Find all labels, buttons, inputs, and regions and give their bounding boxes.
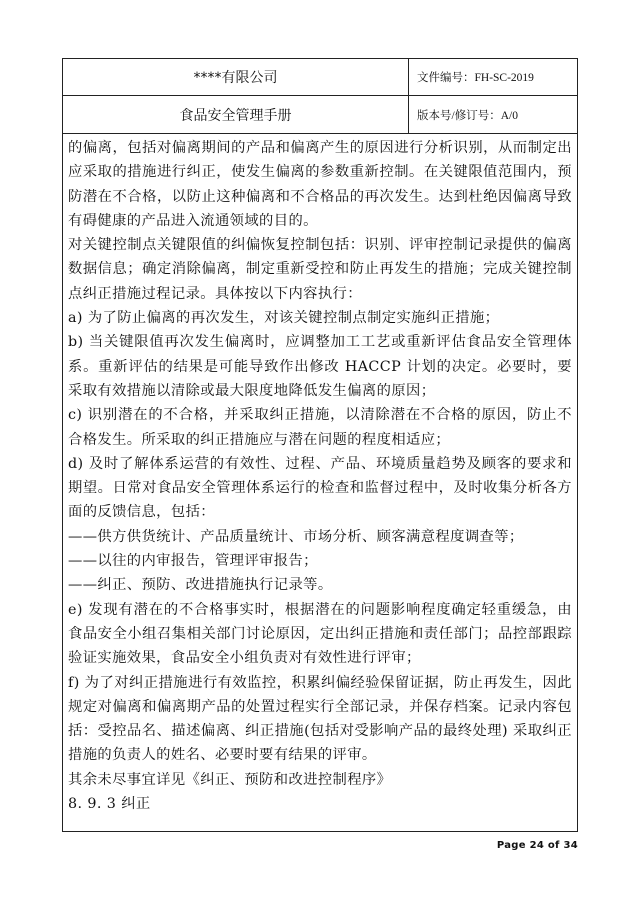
sub-list-item: ——以往的内审报告，管理评审报告；	[68, 553, 318, 570]
list-item: e) 发现有潜在的不合格事实时，根据潜在的问题影响程度确定轻重缓急，由食品安全小组召集相关部门讨论原因，定出纠正措施和责任部门；品控部跟踪验证实施效果，食品安全小组负责对有效性进行评审；	[68, 601, 572, 667]
body-text	[68, 136, 572, 816]
list-item: f) 为了对纠正措施进行有效监控，积累纠偏经验保留证据，防止再发生，因此规定对偏离和偏离期产品的处置过程实行全部记录，并保存档案。记录内容包括：受控品名、描述偏离、纠正措施(包括对受影响产品的最终处理) 采取纠正措施的负责人的姓名、必要时要有结果的评审。	[68, 674, 572, 764]
list-item: b) 当关键限值再次发生偏离时，应调整加工工艺或重新评估食品安全管理体系。重新评估的结果是可能导致作出修改 HACCP 计划的决定。必要时，要采取有效措施以清除或最大限度地降低发生偏离的原因；	[68, 334, 572, 399]
document-frame	[62, 58, 578, 832]
paragraph: 对关键控制点关键限值的纠偏恢复控制包括：识别、评审控制记录提供的偏离数据信息；确定消除偏离，制定重新受控和防止再发生的措施；完成关键控制点纠正措施过程记录。具体按以下内容执行：	[68, 237, 572, 302]
header-row-company	[63, 59, 577, 96]
sub-list-item: ——供方供货统计、产品质量统计、市场分析、顾客满意程度调查等；	[68, 528, 524, 545]
manual-title: 食品安全管理手册	[63, 96, 409, 133]
document-number: 文件编号：FH-SC-2019	[417, 72, 534, 84]
paragraph: 的偏离，包括对偏离期间的产品和偏离产生的原因进行分析识别，从而制定出应采取的措施进行纠正，使发生偏离的参数重新控制。在关键限值范围内，预防潜在不合格，以防止这种偏离和不合格品的再次发生。达到杜绝因偏离导致有碍健康的产品进入流通领域的目的。	[68, 140, 572, 229]
header-row-title	[63, 96, 577, 134]
company-name: ****有限公司	[63, 59, 409, 95]
page-number: Page 24 of 34	[496, 840, 578, 851]
list-item: c) 识别潜在的不合格，并采取纠正措施，以清除潜在不合格的原因，防止不合格发生。所采取的纠正措施应与潜在问题的程度相适应；	[68, 407, 572, 448]
list-item: d) 及时了解体系运营的有效性、过程、产品、环境质量趋势及顾客的要求和期望。日常对食品安全管理体系运行的检查和监督过程中，及时收集分析各方面的反馈信息，包括：	[68, 455, 572, 521]
version-number: 版本号/修订号：A/0	[417, 109, 518, 122]
section-heading: 8. 9. 3 纠正	[68, 796, 151, 813]
sub-list-item: ——纠正、预防、改进措施执行记录等。	[68, 577, 333, 594]
paragraph: 其余未尽事宜详见《纠正、预防和改进控制程序》	[68, 771, 392, 788]
list-item: a) 为了防止偏离的再次发生，对该关键控制点制定实施纠正措施；	[68, 310, 500, 327]
